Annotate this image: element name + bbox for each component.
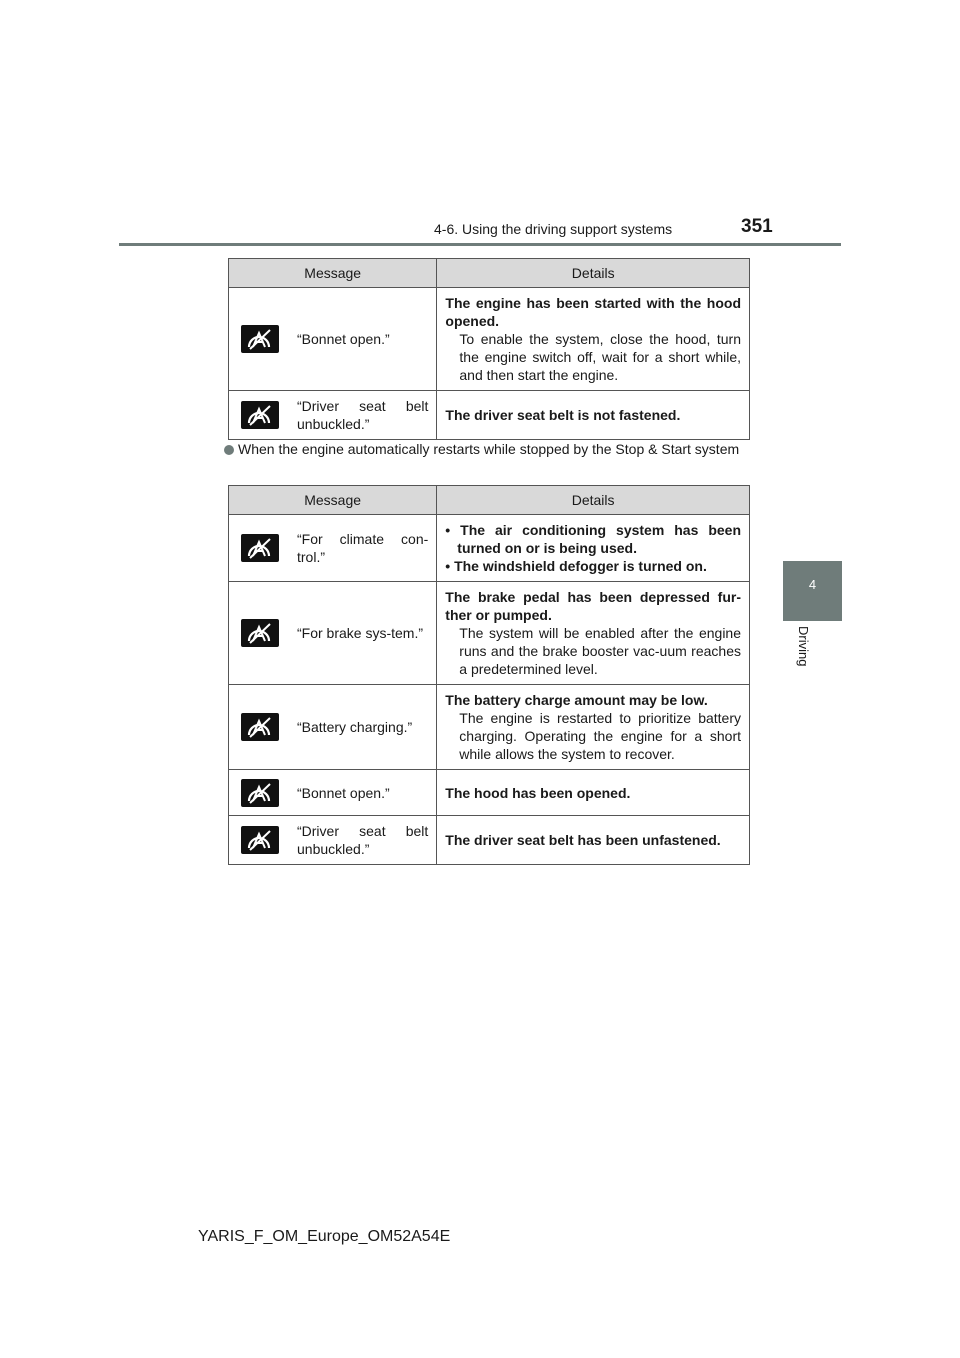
- message-text: “Battery charging.”: [297, 719, 413, 735]
- message-table-1: [228, 258, 750, 440]
- message-cell: [229, 288, 437, 391]
- detail-bullet: • The windshield defogger is turned on.: [445, 558, 707, 574]
- stop-start-off-icon: [241, 325, 279, 353]
- column-header: Message: [229, 259, 437, 288]
- details-cell: [437, 515, 750, 582]
- message-text: “For brake sys-tem.”: [297, 625, 424, 641]
- table-row: [229, 391, 750, 440]
- detail-text: The system will be enabled after the engine runs and the brake booster vac-uum reaches a predetermined level.: [459, 625, 741, 677]
- detail-text: The engine is restarted to prioritize battery charging. Operating the engine for a short while allows the system to recover.: [459, 710, 741, 762]
- details-cell: [437, 391, 750, 440]
- header-divider: [119, 243, 841, 246]
- stop-start-off-icon: [241, 619, 279, 647]
- detail-heading: The engine has been started with the hood opened.: [445, 295, 741, 329]
- message-table-2: [228, 485, 750, 865]
- column-header: Details: [437, 486, 750, 515]
- table-row: [229, 288, 750, 391]
- section-title: 4-6. Using the driving support systems: [434, 221, 673, 237]
- table-row: [229, 515, 750, 582]
- bullet-text: When the engine automatically restarts while stopped by the Stop & Start system: [238, 441, 740, 457]
- document-code: YARIS_F_OM_Europe_OM52A54E: [198, 1228, 451, 1245]
- stop-start-off-icon: [241, 779, 279, 807]
- details-cell: [437, 685, 750, 770]
- details-cell: [437, 770, 750, 816]
- details-cell: [437, 582, 750, 685]
- details-cell: [437, 816, 750, 865]
- table-row: [229, 685, 750, 770]
- chapter-tab[interactable]: 4: [783, 561, 842, 621]
- message-cell: [229, 685, 437, 770]
- stop-start-off-icon: [241, 713, 279, 741]
- table-row: [229, 582, 750, 685]
- details-cell: [437, 288, 750, 391]
- detail-heading: The driver seat belt has been unfastened.: [445, 832, 721, 848]
- message-text: “Bonnet open.”: [297, 784, 390, 801]
- chapter-label: Driving: [796, 626, 811, 667]
- detail-heading: The brake pedal has been depressed fur-ther or pumped.: [445, 589, 741, 623]
- table-header-row: [229, 259, 750, 288]
- detail-heading: The driver seat belt is not fastened.: [445, 407, 681, 423]
- message-cell: [229, 582, 437, 685]
- detail-heading: The battery charge amount may be low.: [445, 692, 708, 708]
- message-text: “For climate con-trol.”: [297, 531, 429, 565]
- detail-bullet: • The air conditioning system has been turned on or is being used.: [445, 522, 742, 556]
- detail-heading: The hood has been opened.: [445, 784, 631, 801]
- page-number: 351: [741, 216, 773, 237]
- table-header-row: [229, 486, 750, 515]
- bullet-dot-icon: [224, 445, 234, 455]
- message-cell: [229, 816, 437, 865]
- stop-start-off-icon: [241, 534, 279, 562]
- stop-start-off-icon: [241, 401, 279, 429]
- message-cell: [229, 515, 437, 582]
- column-header: Details: [437, 259, 750, 288]
- message-text: “Driver seat belt unbuckled.”: [297, 398, 429, 432]
- message-cell: [229, 391, 437, 440]
- message-text: “Driver seat belt unbuckled.”: [297, 823, 429, 857]
- table-row: [229, 770, 750, 816]
- stop-start-off-icon: [241, 826, 279, 854]
- detail-text: To enable the system, close the hood, turn the engine switch off, wait for a short while, and then start the engine.: [459, 331, 741, 383]
- column-header: Message: [229, 486, 437, 515]
- bullet-paragraph: [224, 440, 752, 458]
- message-text: “Bonnet open.”: [297, 331, 390, 347]
- table-row: [229, 816, 750, 865]
- message-cell: [229, 770, 437, 816]
